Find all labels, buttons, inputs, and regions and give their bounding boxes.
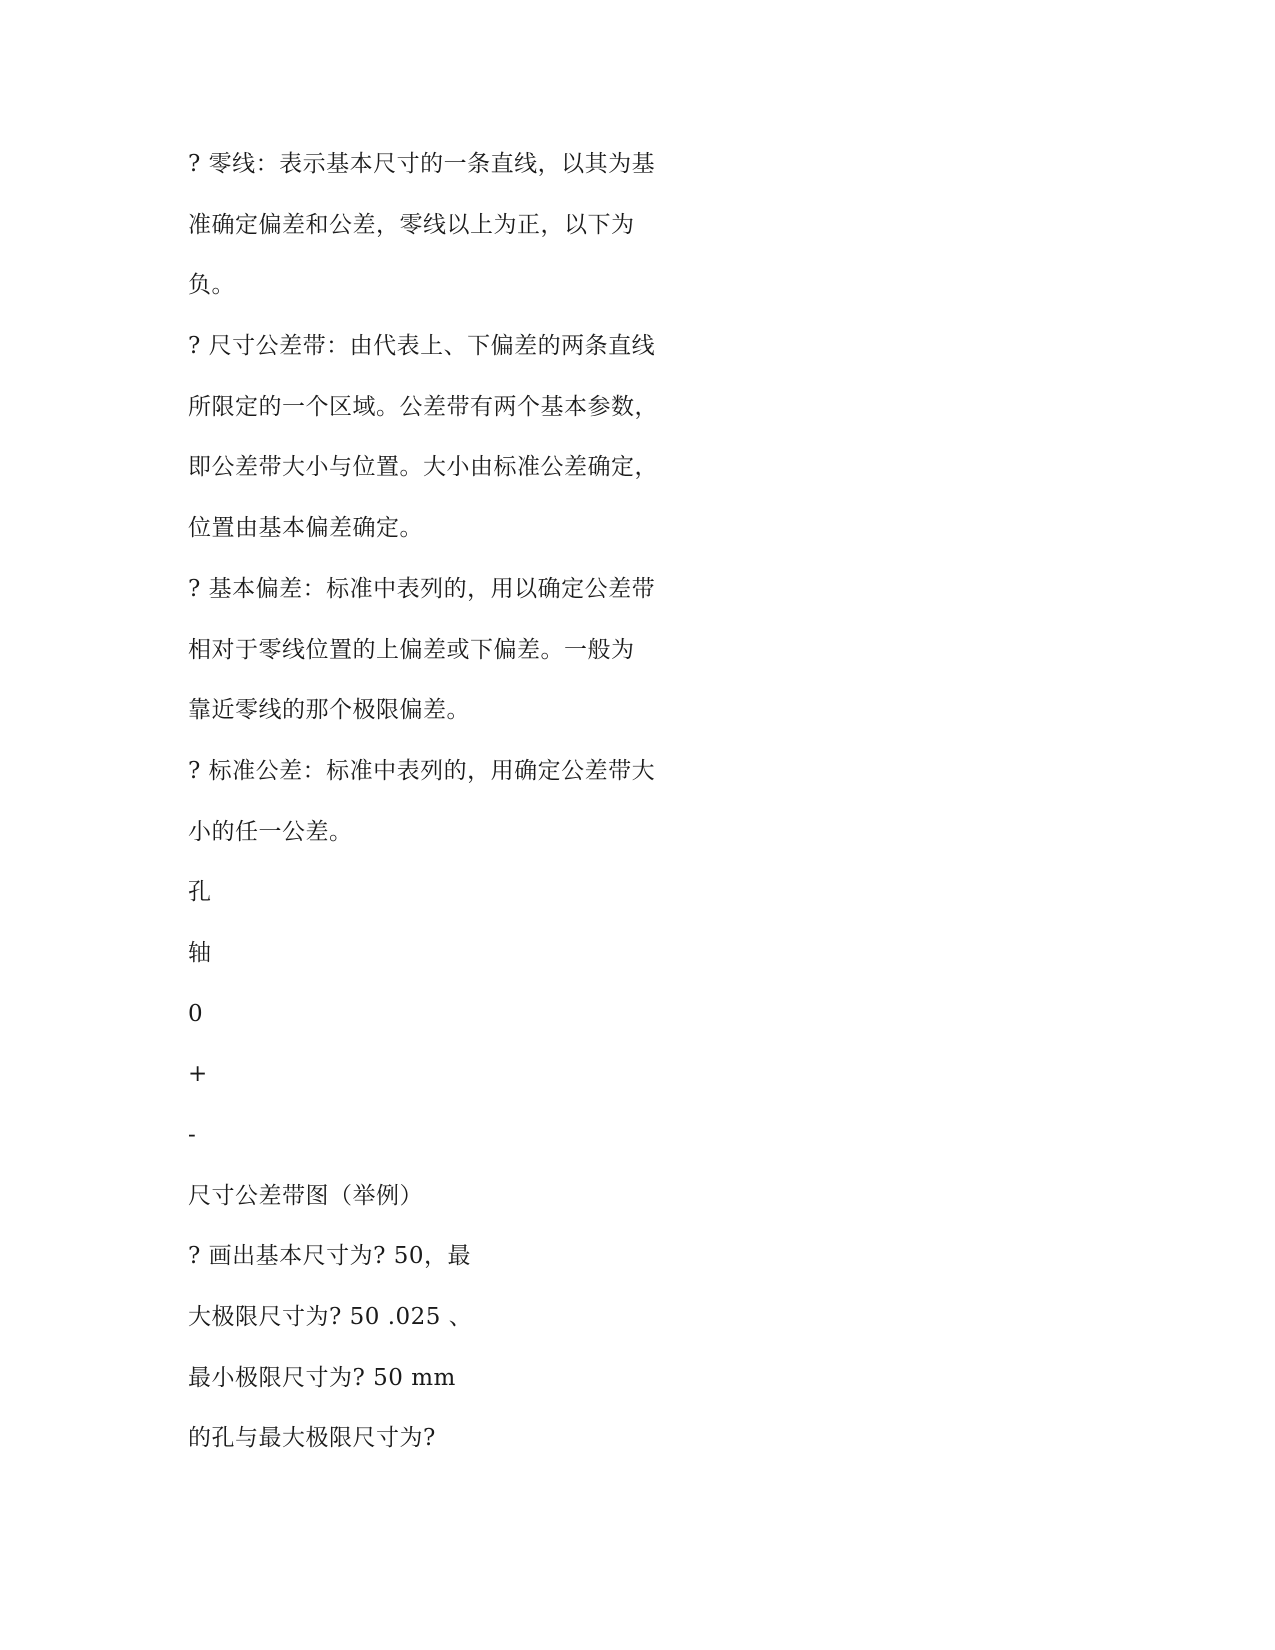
label-hole: 孔 <box>188 879 212 906</box>
label-zero: 0 <box>188 1000 204 1027</box>
text-line-fundamental-deviation-definition: ? 基本偏差：标准中表列的，用以确定公差带 <box>188 575 656 602</box>
text-line: 负。 <box>188 272 235 299</box>
text-line: 的孔与最大极限尺寸为? <box>188 1425 436 1452</box>
text-line: 大极限尺寸为? 50 .025 、 <box>188 1304 473 1331</box>
text-line: 靠近零线的那个极限偏差。 <box>188 697 470 724</box>
text-line: 最小极限尺寸为? 50 mm <box>188 1364 456 1391</box>
label-plus: + <box>188 1061 208 1088</box>
text-line: 即公差带大小与位置。大小由标准公差确定， <box>188 454 658 481</box>
text-line-tolerance-zone-definition: ? 尺寸公差带：由代表上、下偏差的两条直线 <box>188 333 656 360</box>
label-shaft: 轴 <box>188 939 212 966</box>
text-line: 所限定的一个区域。公差带有两个基本参数， <box>188 393 658 420</box>
document-body <box>188 144 708 1479</box>
text-line: 相对于零线位置的上偏差或下偏差。一般为 <box>188 636 635 663</box>
text-line: 准确定偏差和公差，零线以上为正，以下为 <box>188 211 635 238</box>
label-minus: - <box>188 1122 197 1148</box>
text-line: 小的任一公差。 <box>188 818 353 845</box>
text-line-example-question: ? 画出基本尺寸为? 50，最 <box>188 1243 472 1270</box>
section-heading-example: 尺寸公差带图（举例） <box>188 1182 423 1209</box>
text-line-standard-tolerance-definition: ? 标准公差：标准中表列的，用确定公差带大 <box>188 757 656 784</box>
text-line: 位置由基本偏差确定。 <box>188 515 423 542</box>
text-line-zero-line-definition: ? 零线：表示基本尺寸的一条直线，以其为基 <box>188 151 656 177</box>
